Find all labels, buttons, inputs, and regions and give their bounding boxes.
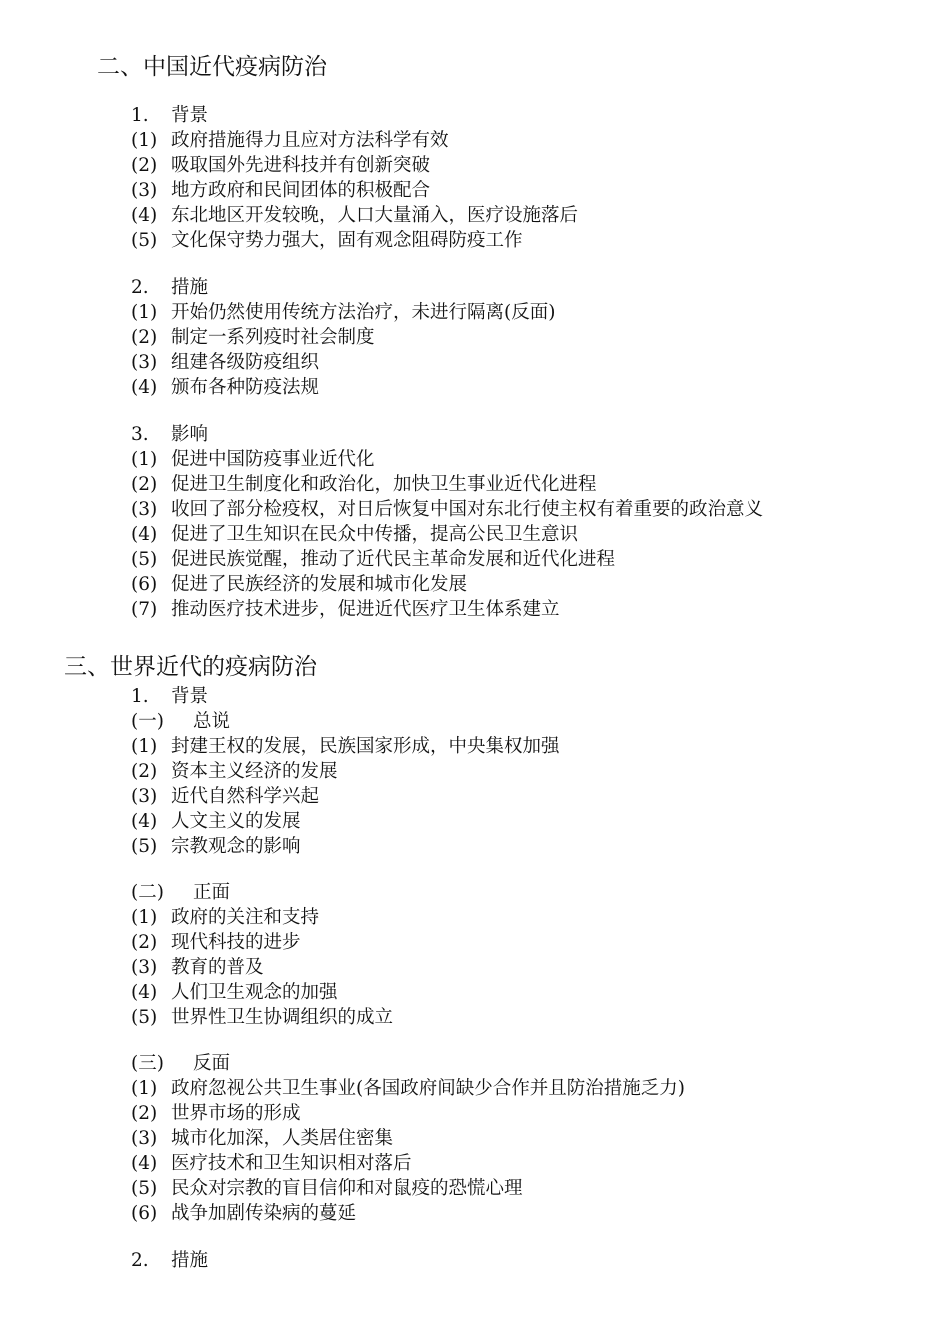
subsection-heading: [131, 103, 208, 128]
list-number: (3): [131, 786, 158, 807]
list-number: 2.: [131, 277, 149, 298]
list-number: (7): [131, 599, 158, 620]
list-text: 地方政府和民间团体的积极配合: [171, 180, 431, 201]
list-number: (6): [131, 574, 158, 595]
list-text: 正面: [193, 882, 231, 903]
list-item: [131, 784, 319, 809]
list-text: 背景: [171, 105, 209, 126]
list-text: 颁布各种防疫法规: [171, 377, 320, 398]
list-text: 城市化加深，人类居住密集: [171, 1128, 394, 1149]
list-item: [131, 447, 375, 472]
list-text: 影响: [171, 424, 209, 445]
list-number: (5): [131, 1007, 158, 1028]
subsection-heading: [131, 275, 208, 300]
list-number: (4): [131, 377, 158, 398]
list-text: 东北地区开发较晚，人口大量涌入，医疗设施落后: [171, 205, 579, 226]
list-item: [131, 759, 338, 784]
list-number: (4): [131, 524, 158, 545]
list-item: [131, 1201, 356, 1226]
list-item: [131, 1076, 685, 1101]
list-item: [131, 834, 301, 859]
group-heading: [131, 880, 230, 905]
list-item: [131, 1176, 523, 1201]
list-number: (三): [131, 1053, 164, 1074]
list-number: (4): [131, 811, 158, 832]
list-text: 组建各级防疫组织: [171, 352, 320, 373]
list-item: [131, 809, 301, 834]
subsection-heading: [131, 422, 208, 447]
list-text: 促进了民族经济的发展和城市化发展: [171, 574, 468, 595]
list-number: 1.: [131, 105, 149, 126]
list-text: 封建王权的发展，民族国家形成，中央集权加强: [171, 736, 560, 757]
list-item: [131, 980, 338, 1005]
list-text: 人文主义的发展: [171, 811, 301, 832]
list-item: [131, 472, 597, 497]
list-number: (6): [131, 1203, 158, 1224]
list-number: (2): [131, 474, 158, 495]
list-number: (3): [131, 499, 158, 520]
list-text: 宗教观念的影响: [171, 836, 301, 857]
list-number: (二): [131, 882, 164, 903]
list-text: 促进了卫生知识在民众中传播，提高公民卫生意识: [171, 524, 579, 545]
list-item: [131, 128, 449, 153]
list-item: [131, 597, 560, 622]
list-text: 推动医疗技术进步，促进近代医疗卫生体系建立: [171, 599, 560, 620]
list-number: (4): [131, 982, 158, 1003]
list-text: 人们卫生观念的加强: [171, 982, 338, 1003]
list-item: [131, 153, 430, 178]
list-text: 现代科技的进步: [171, 932, 301, 953]
list-number: (2): [131, 761, 158, 782]
list-text: 医疗技术和卫生知识相对落后: [171, 1153, 412, 1174]
section-heading: 二、中国近代疫病防治: [97, 54, 327, 80]
list-number: (1): [131, 302, 158, 323]
list-number: (4): [131, 205, 158, 226]
list-text: 总说: [193, 711, 231, 732]
group-heading: [131, 709, 230, 734]
list-item: [131, 350, 319, 375]
list-text: 政府措施得力且应对方法科学有效: [171, 130, 449, 151]
list-text: 背景: [171, 686, 209, 707]
list-item: [131, 1151, 412, 1176]
list-item: [131, 930, 301, 955]
list-number: (4): [131, 1153, 158, 1174]
list-text: 吸取国外先进科技并有创新突破: [171, 155, 431, 176]
list-text: 世界市场的形成: [171, 1103, 301, 1124]
list-item: [131, 547, 615, 572]
list-text: 政府忽视公共卫生事业(各国政府间缺少合作并且防治措施乏力): [171, 1078, 685, 1099]
list-text: 世界性卫生协调组织的成立: [171, 1007, 394, 1028]
list-item: [131, 572, 467, 597]
list-item: [131, 905, 319, 930]
list-text: 措施: [171, 1250, 209, 1271]
list-item: [131, 178, 430, 203]
list-number: (5): [131, 1178, 158, 1199]
list-item: [131, 955, 264, 980]
list-text: 战争加剧传染病的蔓延: [171, 1203, 357, 1224]
list-item: [131, 497, 763, 522]
list-item: [131, 325, 375, 350]
list-number: (3): [131, 180, 158, 201]
list-text: 民众对宗教的盲目信仰和对鼠疫的恐慌心理: [171, 1178, 523, 1199]
list-text: 政府的关注和支持: [171, 907, 320, 928]
list-number: (3): [131, 957, 158, 978]
list-number: 3.: [131, 424, 149, 445]
list-item: [131, 375, 319, 400]
section-heading: 三、世界近代的疫病防治: [64, 654, 317, 680]
list-number: (2): [131, 1103, 158, 1124]
list-text: 促进卫生制度化和政治化，加快卫生事业近代化进程: [171, 474, 597, 495]
list-number: (1): [131, 907, 158, 928]
list-number: (一): [131, 711, 164, 732]
list-item: [131, 203, 578, 228]
list-text: 反面: [193, 1053, 231, 1074]
list-item: [131, 734, 560, 759]
list-text: 收回了部分检疫权，对日后恢复中国对东北行使主权有着重要的政治意义: [171, 499, 764, 520]
list-number: (1): [131, 130, 158, 151]
list-number: (2): [131, 155, 158, 176]
list-number: 2.: [131, 1250, 149, 1271]
list-text: 教育的普及: [171, 957, 264, 978]
list-text: 促进民族觉醒，推动了近代民主革命发展和近代化进程: [171, 549, 616, 570]
list-text: 措施: [171, 277, 209, 298]
subsection-heading: [131, 1248, 208, 1273]
list-number: (5): [131, 836, 158, 857]
list-text: 开始仍然使用传统方法治疗，未进行隔离(反面): [171, 302, 556, 323]
list-text: 制定一系列疫时社会制度: [171, 327, 375, 348]
list-item: [131, 1101, 301, 1126]
subsection-heading: [131, 684, 208, 709]
list-number: (1): [131, 449, 158, 470]
list-number: (2): [131, 327, 158, 348]
list-item: [131, 1005, 393, 1030]
list-number: (2): [131, 932, 158, 953]
group-heading: [131, 1051, 230, 1076]
list-item: [131, 300, 555, 325]
list-text: 资本主义经济的发展: [171, 761, 338, 782]
list-number: (5): [131, 549, 158, 570]
list-number: (5): [131, 230, 158, 251]
list-text: 近代自然科学兴起: [171, 786, 320, 807]
list-text: 促进中国防疫事业近代化: [171, 449, 375, 470]
list-number: (3): [131, 1128, 158, 1149]
list-text: 文化保守势力强大，固有观念阻碍防疫工作: [171, 230, 523, 251]
list-number: (3): [131, 352, 158, 373]
list-item: [131, 522, 578, 547]
list-item: [131, 1126, 393, 1151]
list-item: [131, 228, 523, 253]
list-number: (1): [131, 736, 158, 757]
list-number: (1): [131, 1078, 158, 1099]
list-number: 1.: [131, 686, 149, 707]
